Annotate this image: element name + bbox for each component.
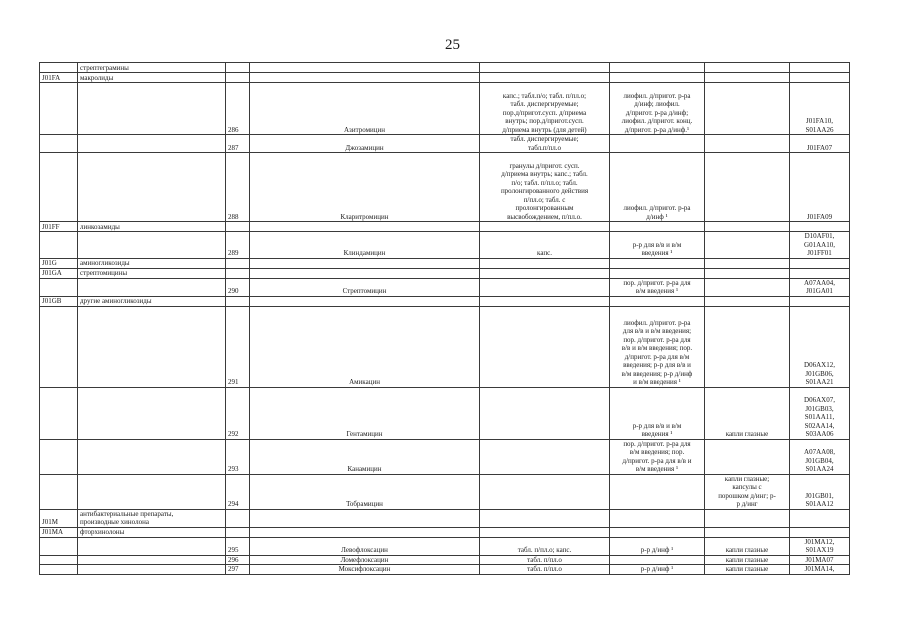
oral-forms-cell: табл. п/пл.о; капс. (480, 537, 610, 555)
injectable-forms-cell: р-р для в/в и в/м введения ¹ (610, 232, 705, 259)
injectable-forms-cell: лиофил. д/пригот. р-ра д/инф ¹ (610, 153, 705, 222)
other-forms-cell (705, 278, 790, 296)
table-row (40, 439, 850, 474)
atc-codes-cell: J01FA07 (790, 135, 850, 153)
table-row (40, 153, 850, 222)
row-number-cell: 297 (226, 565, 250, 575)
atx-code-cell (40, 555, 78, 565)
injectable-forms-cell (610, 509, 705, 527)
other-forms-cell: капли глазные (705, 555, 790, 565)
atc-codes-cell: J01MA07 (790, 555, 850, 565)
atx-code-cell (40, 439, 78, 474)
group-name-cell (78, 306, 226, 387)
group-name-cell (78, 537, 226, 555)
oral-forms-cell: гранулы д/пригот. сусп. д/приема внутрь; капс.; табл. п/о; табл. п/пл.о; табл. пролонгированного действия п/пл.о; табл. с пролонгированным высвобождением, п/пл.о. (480, 153, 610, 222)
other-forms-cell (705, 258, 790, 268)
injectable-forms-cell (610, 296, 705, 306)
oral-forms-cell (480, 387, 610, 439)
row-number-cell: 290 (226, 278, 250, 296)
atc-codes-cell (790, 258, 850, 268)
atc-codes-cell: J01GB01, S01AA12 (790, 474, 850, 509)
atc-codes-cell: J01FA09 (790, 153, 850, 222)
page-number: 25 (445, 37, 460, 53)
atx-code-cell (40, 387, 78, 439)
oral-forms-cell (480, 278, 610, 296)
row-number-cell (226, 268, 250, 278)
injectable-forms-cell: р-р д/инф ¹ (610, 537, 705, 555)
table-row (40, 268, 850, 278)
oral-forms-cell (480, 509, 610, 527)
table-row (40, 555, 850, 565)
drug-name-cell: Клиндамицин (250, 232, 480, 259)
atc-codes-cell: J01FA10, S01AA26 (790, 83, 850, 135)
drug-name-cell: Кларитромицин (250, 153, 480, 222)
table-row (40, 63, 850, 73)
drug-name-cell: Джозамицин (250, 135, 480, 153)
drug-name-cell (250, 527, 480, 537)
group-name-cell (78, 439, 226, 474)
oral-forms-cell: табл. п/пл.о (480, 555, 610, 565)
oral-forms-cell (480, 306, 610, 387)
group-name-cell (78, 232, 226, 259)
drug-name-cell (250, 258, 480, 268)
injectable-forms-cell (610, 258, 705, 268)
oral-forms-cell: табл. диспергируемые; табл.п/пл.о (480, 135, 610, 153)
oral-forms-cell: капс.; табл.п/о; табл. п/пл.о; табл. диспергируемые; пор.д/пригот.сусп. д/приема внутрь; пор.д/пригот.сусп. д/приема внутрь (для детей) (480, 83, 610, 135)
group-name-cell: другие аминогликозиды (78, 296, 226, 306)
atx-code-cell (40, 474, 78, 509)
atc-codes-cell: A07AA04, J01GA01 (790, 278, 850, 296)
oral-forms-cell (480, 474, 610, 509)
injectable-forms-cell: р-р д/инф ¹ (610, 565, 705, 575)
oral-forms-cell (480, 63, 610, 73)
drug-name-cell (250, 73, 480, 83)
row-number-cell (226, 527, 250, 537)
row-number-cell: 291 (226, 306, 250, 387)
atc-codes-cell (790, 268, 850, 278)
group-name-cell: макролиды (78, 73, 226, 83)
atx-code-cell (40, 153, 78, 222)
atx-code-cell (40, 135, 78, 153)
row-number-cell: 296 (226, 555, 250, 565)
oral-forms-cell: капс. (480, 232, 610, 259)
atc-codes-cell: A07AA08, J01GB04, S01AA24 (790, 439, 850, 474)
injectable-forms-cell: лиофил. д/пригот. р-ра для в/в и в/м введения; пор. д/пригот. р-ра для в/в и в/м введения; пор. д/пригот. р-ра для в/м введения; р-р для в/в и в/м введения; р-р д/инф и в/м введения ¹ (610, 306, 705, 387)
other-forms-cell (705, 63, 790, 73)
table-row (40, 222, 850, 232)
table-row (40, 278, 850, 296)
group-name-cell (78, 565, 226, 575)
drug-name-cell (250, 222, 480, 232)
other-forms-cell (705, 232, 790, 259)
table-row (40, 296, 850, 306)
atc-codes-cell: D06AX07, J01GB03, S01AA11, S02AA14, S03AA06 (790, 387, 850, 439)
atc-codes-cell: J01MA12, S01AX19 (790, 537, 850, 555)
row-number-cell (226, 222, 250, 232)
row-number-cell (226, 296, 250, 306)
injectable-forms-cell: лиофил. д/пригот. р-ра д/инф; лиофил. д/пригот. р-ра д/инф; лиофил. д/пригот. конц. д/пригот. р-ра д/инф.¹ (610, 83, 705, 135)
atx-code-cell: J01G (40, 258, 78, 268)
injectable-forms-cell: пор. д/пригот. р-ра для в/м введения ¹ (610, 278, 705, 296)
group-name-cell: стрептеграмины (78, 63, 226, 73)
drug-name-cell: Ломефлоксацин (250, 555, 480, 565)
oral-forms-cell (480, 439, 610, 474)
atc-codes-cell (790, 73, 850, 83)
atx-code-cell: J01GB (40, 296, 78, 306)
atc-codes-cell (790, 222, 850, 232)
table-row (40, 537, 850, 555)
group-name-cell: антибактериальные препараты, производные хинолона (78, 509, 226, 527)
row-number-cell (226, 73, 250, 83)
other-forms-cell (705, 268, 790, 278)
oral-forms-cell (480, 296, 610, 306)
row-number-cell: 287 (226, 135, 250, 153)
injectable-forms-cell (610, 555, 705, 565)
other-forms-cell (705, 153, 790, 222)
drug-name-cell: Амикацин (250, 306, 480, 387)
atx-code-cell (40, 232, 78, 259)
row-number-cell: 292 (226, 387, 250, 439)
table-row (40, 565, 850, 575)
drug-name-cell: Левофлоксацин (250, 537, 480, 555)
atx-code-cell (40, 83, 78, 135)
atc-codes-cell: D06AX12, J01GB06, S01AA21 (790, 306, 850, 387)
row-number-cell: 286 (226, 83, 250, 135)
drug-name-cell: Гентамицин (250, 387, 480, 439)
row-number-cell: 288 (226, 153, 250, 222)
atx-code-cell (40, 537, 78, 555)
other-forms-cell: капли глазные (705, 565, 790, 575)
other-forms-cell (705, 73, 790, 83)
atx-code-cell: J01M (40, 509, 78, 527)
other-forms-cell: капли глазные (705, 537, 790, 555)
drug-name-cell: Тобрамицин (250, 474, 480, 509)
atx-code-cell: J01MA (40, 527, 78, 537)
drug-name-cell: Моксифлоксацин (250, 565, 480, 575)
other-forms-cell: капли глазные; капсулы с порошком д/инг; р- р д/инг (705, 474, 790, 509)
table-row (40, 474, 850, 509)
other-forms-cell (705, 83, 790, 135)
group-name-cell: аминогликозиды (78, 258, 226, 268)
oral-forms-cell (480, 258, 610, 268)
table-row (40, 527, 850, 537)
drug-name-cell (250, 268, 480, 278)
row-number-cell (226, 509, 250, 527)
row-number-cell: 293 (226, 439, 250, 474)
group-name-cell: стрептомицины (78, 268, 226, 278)
group-name-cell: линкозамиды (78, 222, 226, 232)
drug-name-cell (250, 509, 480, 527)
drug-name-cell (250, 296, 480, 306)
atx-code-cell: J01FA (40, 73, 78, 83)
drug-table (39, 62, 850, 575)
other-forms-cell (705, 439, 790, 474)
injectable-forms-cell (610, 63, 705, 73)
table-row (40, 306, 850, 387)
atc-codes-cell: D10AF01, G01AA10, J01FF01 (790, 232, 850, 259)
other-forms-cell (705, 135, 790, 153)
table-row (40, 135, 850, 153)
injectable-forms-cell (610, 268, 705, 278)
group-name-cell (78, 135, 226, 153)
injectable-forms-cell: пор. д/пригот. р-ра для в/м введения; пор. д/пригот. р-ра для в/в и в/м введения ¹ (610, 439, 705, 474)
other-forms-cell (705, 306, 790, 387)
atc-codes-cell (790, 527, 850, 537)
atx-code-cell (40, 565, 78, 575)
other-forms-cell (705, 222, 790, 232)
other-forms-cell (705, 296, 790, 306)
oral-forms-cell: табл. п/пл.о (480, 565, 610, 575)
row-number-cell: 295 (226, 537, 250, 555)
group-name-cell (78, 474, 226, 509)
group-name-cell (78, 153, 226, 222)
drug-name-cell (250, 63, 480, 73)
injectable-forms-cell (610, 73, 705, 83)
atc-codes-cell: J01MA14, (790, 565, 850, 575)
row-number-cell (226, 63, 250, 73)
atx-code-cell (40, 306, 78, 387)
table-row (40, 387, 850, 439)
group-name-cell (78, 387, 226, 439)
oral-forms-cell (480, 527, 610, 537)
group-name-cell (78, 83, 226, 135)
oral-forms-cell (480, 222, 610, 232)
drug-name-cell: Азитромицин (250, 83, 480, 135)
atx-code-cell (40, 63, 78, 73)
other-forms-cell: капли глазные (705, 387, 790, 439)
injectable-forms-cell (610, 222, 705, 232)
injectable-forms-cell: р-р для в/в и в/м введения ¹ (610, 387, 705, 439)
table-row (40, 73, 850, 83)
row-number-cell (226, 258, 250, 268)
oral-forms-cell (480, 73, 610, 83)
atc-codes-cell (790, 63, 850, 73)
atx-code-cell (40, 278, 78, 296)
table-row (40, 83, 850, 135)
other-forms-cell (705, 527, 790, 537)
table-row (40, 232, 850, 259)
row-number-cell: 289 (226, 232, 250, 259)
drug-name-cell: Стрептомицин (250, 278, 480, 296)
oral-forms-cell (480, 268, 610, 278)
table-row (40, 258, 850, 268)
group-name-cell (78, 278, 226, 296)
row-number-cell: 294 (226, 474, 250, 509)
group-name-cell (78, 555, 226, 565)
group-name-cell: фторхинолоны (78, 527, 226, 537)
atx-code-cell: J01FF (40, 222, 78, 232)
atc-codes-cell (790, 296, 850, 306)
atx-code-cell: J01GA (40, 268, 78, 278)
injectable-forms-cell (610, 474, 705, 509)
atc-codes-cell (790, 509, 850, 527)
drug-name-cell: Канамицин (250, 439, 480, 474)
table-row (40, 509, 850, 527)
injectable-forms-cell (610, 527, 705, 537)
other-forms-cell (705, 509, 790, 527)
injectable-forms-cell (610, 135, 705, 153)
